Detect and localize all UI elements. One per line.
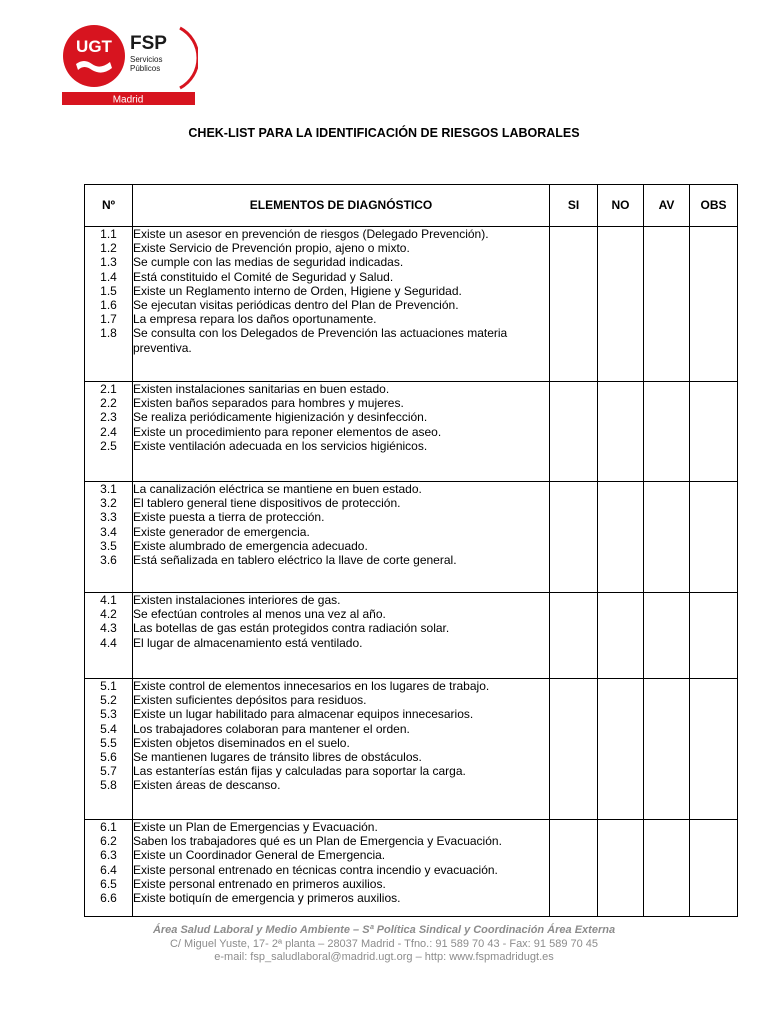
answer-cell-si[interactable] [550,593,598,679]
item-number: 6.4 [100,862,117,877]
answer-cell-no[interactable] [598,382,644,482]
row-numbers [85,227,133,382]
item-text: Existe alumbrado de emergencia adecuado. [133,538,368,553]
item-text: Existe un Plan de Emergencias y Evacuación. [133,820,378,834]
header-num: Nº [85,185,133,227]
row-numbers [85,382,133,482]
item-number: 4.3 [100,621,117,636]
header-row [85,185,738,227]
table-row [85,382,738,482]
item-text: Existen suficientes depósitos para residuos. [133,693,367,708]
footer-department: Área Salud Laboral y Medio Ambiente – Sª Política Sindical y Coordinación Área Externa [152,924,616,936]
item-number: 5.8 [100,778,117,793]
ugt-circle [63,25,125,87]
item-number: 1.7 [100,312,117,327]
item-number: 5.5 [100,735,117,750]
item-number: 1.3 [100,255,117,270]
item-number: 5.1 [100,679,117,693]
item-text: Existe control de elementos innecesarios en los lugares de trabajo. [133,679,490,693]
item-text: Existe generador de emergencia. [133,524,310,539]
answer-cell-no[interactable] [598,482,644,593]
answer-cell-av[interactable] [644,820,690,917]
item-text: Existe botiquín de emergencia y primeros auxilios. [133,891,401,906]
item-text: Las estanterías están fijas y calculadas para soportar la carga. [133,764,466,779]
item-text: Existen áreas de descanso. [133,778,281,793]
item-number: 1.1 [100,227,117,241]
item-number: 1.6 [100,298,117,313]
item-text: El lugar de almacenamiento está ventilado. [133,635,363,650]
item-text: Está señalizada en tablero eléctrico la llave de corte general. [133,553,457,568]
ugt-fsp-madrid-logo [62,24,198,106]
item-number: 4.1 [100,593,117,607]
item-number: 3.6 [100,553,117,568]
answer-cell-av[interactable] [644,227,690,382]
item-text: Se cumple con las medias de seguridad indicadas. [133,255,404,270]
answer-cell-obs[interactable] [690,820,738,917]
answer-cell-av[interactable] [644,482,690,593]
page-title: CHEK-LIST PARA LA IDENTIFICACIÓN DE RIESGOS LABORALES [188,126,580,140]
item-number: 5.6 [100,750,117,765]
item-text: Se consulta con los Delegados de Prevención las actuaciones materia preventiva. [133,326,508,355]
item-number: 4.2 [100,607,117,622]
item-text: Está constituido el Comité de Seguridad y Salud. [133,269,394,284]
row-items [133,820,550,917]
item-number: 5.7 [100,764,117,779]
item-text: Saben los trabajadores qué es un Plan de Emergencia y Evacuación. [133,834,502,849]
logo-region: Madrid [112,94,144,106]
header-elements: ELEMENTOS DE DIAGNÓSTICO [133,185,550,227]
item-number: 1.5 [100,283,117,298]
item-number: 2.5 [100,438,117,453]
item-text: Existen baños separados para hombres y mujeres. [133,396,404,411]
row-numbers [85,593,133,679]
answer-cell-si[interactable] [550,382,598,482]
row-items [133,227,550,382]
answer-cell-obs[interactable] [690,227,738,382]
footer-contact: e-mail: fsp_saludlaboral@madrid.ugt.org – http: www.fspmadridugt.es [214,951,554,963]
item-text: La canalización eléctrica se mantiene en buen estado. [133,482,422,496]
item-number: 6.2 [100,834,117,849]
answer-cell-obs[interactable] [690,593,738,679]
header-obs: OBS [690,185,738,227]
footer-address: C/ Miguel Yuste, 17- 2ª planta – 28037 Madrid - Tfno.: 91 589 70 43 - Fax: 91 589 70 45 [169,938,599,950]
item-text: Se efectúan controles al menos una vez al año. [133,607,386,622]
answer-cell-si[interactable] [550,820,598,917]
item-text: Existe Servicio de Prevención propio, ajeno o mixto. [133,241,410,256]
checklist-table [84,184,738,917]
item-text: La empresa repara los daños oportunamente. [133,312,377,327]
item-text: Existe ventilación adecuada en los servicios higiénicos. [133,438,428,453]
item-text: El tablero general tiene dispositivos de protección. [133,496,401,511]
item-number: 3.4 [100,524,117,539]
item-text: Existe un Reglamento interno de Orden, Higiene y Seguridad. [133,283,462,298]
table-row [85,593,738,679]
header-si: SI [550,185,598,227]
row-numbers [85,679,133,820]
item-text: Las botellas de gas están protegidos contra radiación solar. [133,621,450,636]
item-text: Existe personal entrenado en técnicas contra incendio y evacuación. [133,862,498,877]
item-number: 6.6 [100,891,117,906]
item-text: Existen instalaciones sanitarias en buen estado. [133,382,390,396]
answer-cell-obs[interactable] [690,382,738,482]
item-number: 3.1 [100,482,117,496]
answer-cell-no[interactable] [598,593,644,679]
row-items [133,593,550,679]
item-number: 1.8 [100,326,117,341]
answer-cell-av[interactable] [644,679,690,820]
item-text: Existen objetos diseminados en el suelo. [133,735,350,750]
item-text: Los trabajadores colaboran para mantener el orden. [133,721,410,736]
answer-cell-no[interactable] [598,679,644,820]
answer-cell-si[interactable] [550,679,598,820]
answer-cell-no[interactable] [598,820,644,917]
logo-sub1: Servicios [130,55,163,64]
item-number: 5.4 [100,721,117,736]
table-row [85,227,738,382]
item-number: 5.2 [100,693,117,708]
item-number: 3.2 [100,496,117,511]
item-number: 2.2 [100,396,117,411]
item-number: 6.1 [100,820,117,834]
logo-arc [180,28,198,88]
row-items [133,482,550,593]
item-text: Se realiza periódicamente higienización y desinfección. [133,410,428,425]
answer-cell-obs[interactable] [690,482,738,593]
item-text: Se mantienen lugares de tránsito libres de obstáculos. [133,750,422,765]
item-number: 2.3 [100,410,117,425]
item-text: Existe puesta a tierra de protección. [133,510,325,525]
row-items [133,679,550,820]
answer-cell-av[interactable] [644,382,690,482]
table-row [85,482,738,593]
item-number: 5.3 [100,707,117,722]
item-number: 6.5 [100,876,117,891]
logo-org: FSP [130,33,167,54]
item-number: 1.2 [100,241,117,256]
answer-cell-si[interactable] [550,482,598,593]
header-no: NO [598,185,644,227]
item-text: Existe un lugar habilitado para almacenar equipos innecesarios. [133,707,474,722]
answer-cell-si[interactable] [550,227,598,382]
item-number: 1.4 [100,269,117,284]
item-text: Existe un asesor en prevención de riesgos (Delegado Prevención). [133,227,489,241]
row-items [133,382,550,482]
item-number: 3.5 [100,538,117,553]
answer-cell-av[interactable] [644,593,690,679]
item-number: 4.4 [100,635,117,650]
item-number: 6.3 [100,848,117,863]
logo-sub2: Públicos [130,64,161,73]
item-number: 2.1 [100,382,117,396]
item-text: Existen instalaciones interiores de gas. [133,593,341,607]
answer-cell-obs[interactable] [690,679,738,820]
item-text: Existe un procedimiento para reponer elementos de aseo. [133,424,442,439]
item-number: 3.3 [100,510,117,525]
header-av: AV [644,185,690,227]
row-numbers [85,482,133,593]
item-text: Existe personal entrenado en primeros auxilios. [133,876,386,891]
logo-brand: UGT [76,37,112,56]
table-row [85,679,738,820]
row-numbers [85,820,133,917]
item-text: Existe un Coordinador General de Emergencia. [133,848,386,863]
item-number: 2.4 [100,424,117,439]
table-row [85,820,738,917]
item-text: Se ejecutan visitas periódicas dentro del Plan de Prevención. [133,298,459,313]
answer-cell-no[interactable] [598,227,644,382]
